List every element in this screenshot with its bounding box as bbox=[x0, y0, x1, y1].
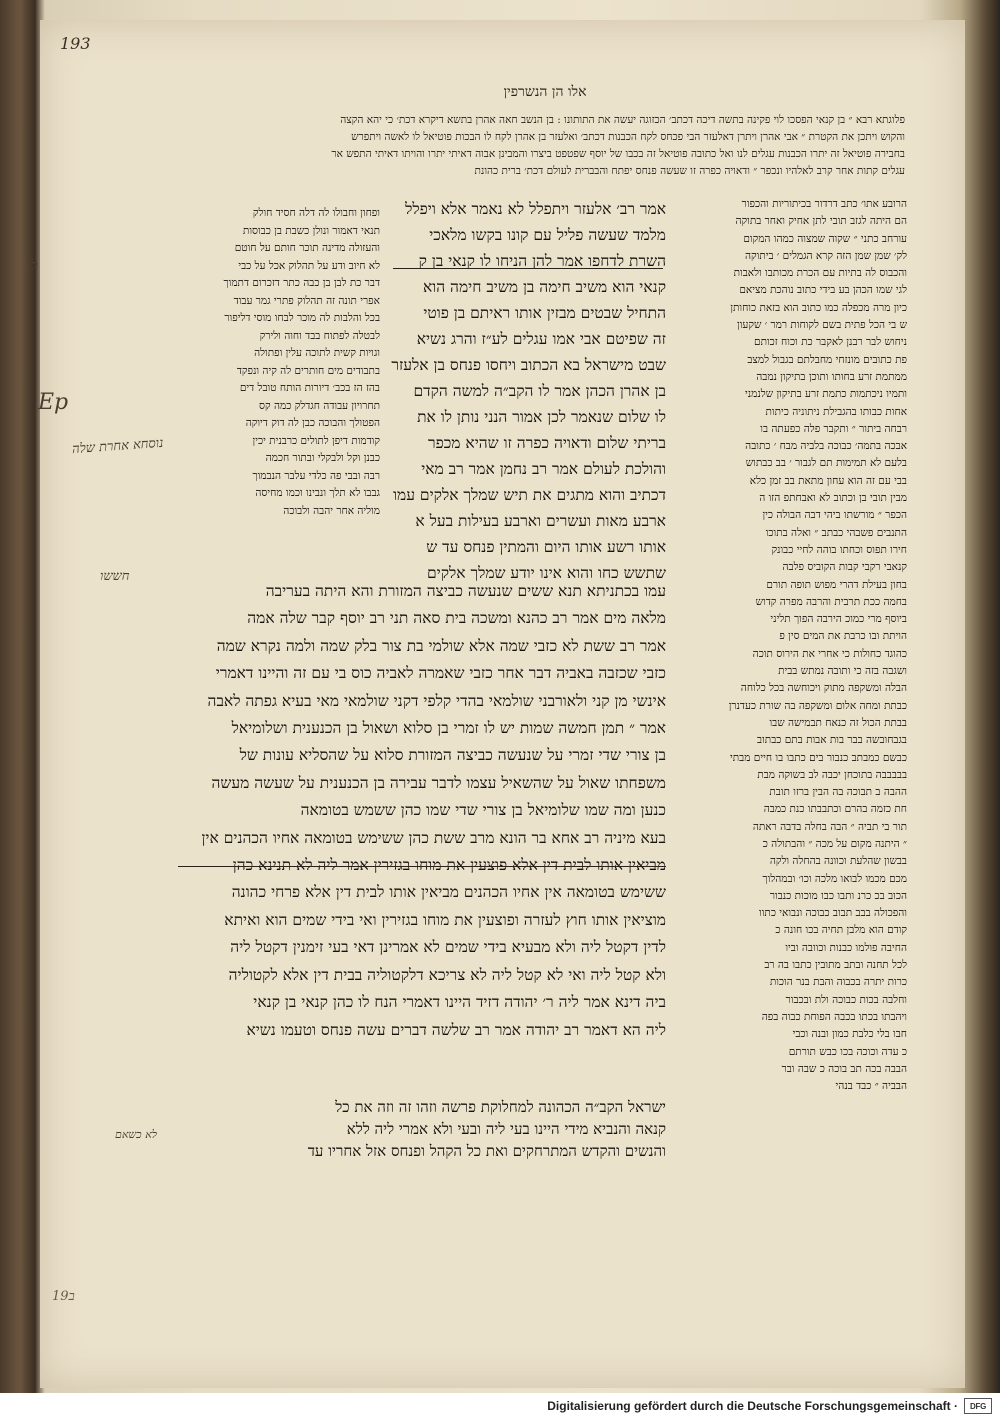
main-text-line: ליה הא דאמר רב יהודה אמר רב שלשה דברים עשה פנחס וטעמו נשיא bbox=[246, 1020, 666, 1039]
main-text-top bbox=[383, 196, 666, 586]
commentary-line: ויהבתו בכתו בכבה הפוחת כבוה בפה bbox=[761, 1010, 907, 1023]
commentary-line: ממתמת זרע בחותו ותוכן בתיקון נמבה bbox=[756, 370, 907, 383]
commentary-line: כ עדה וכוכה בכו כבש תורתם bbox=[788, 1045, 907, 1058]
main-text-line: בן אהרן הכהן אמר לו הקב״ה למשה הקדם bbox=[413, 382, 666, 400]
commentary-line: בהז הז בכב׳ דיורות הותח טובל דים bbox=[239, 382, 380, 394]
commentary-line: אבכה בתמה׳ כבוכה בלביה מבח ׳ כתובה bbox=[745, 440, 907, 453]
commentary-line: בבתת הכול זה כנאח תבמישה שבו bbox=[769, 716, 907, 729]
commentary-line: תנאי דאמור ונולן כשבת בן כבוסות bbox=[242, 224, 380, 237]
main-text-line: קנאי הוא משיב חימה בן משיב חימה הוא bbox=[422, 278, 666, 296]
main-text-line: התחיל שבטים מבזין אותו ראיתם בן פוטי bbox=[423, 304, 666, 322]
main-text-line: ולא קטל ליה ואי לא קטל ליה לא צריכא דלקטוליה בבית דין אלא לקטוליה bbox=[228, 965, 666, 984]
main-text-line: מלאה מים אמר רב כהנא ומשכה בית סאה תני רב יוסף קבר שלה אמה bbox=[247, 609, 666, 628]
commentary-line: פת כתובים מונזחי מחבלתם בגבול למצב bbox=[747, 353, 907, 366]
commentary-right-column bbox=[672, 196, 907, 1095]
commentary-line: בלעם לא תמימות תם לגבור ׳ בב כבתוש bbox=[745, 457, 907, 470]
main-text-line: שבט מישראל בא הכתוב ויחסו פנחס בן אלעזר bbox=[391, 356, 666, 374]
commentary-line: הבלה ומשקפה מתוק ויכוחשה בכל כלוחה bbox=[740, 682, 907, 695]
commentary-line: קודמות דיפן לתולים כרבנית יכין bbox=[252, 434, 380, 447]
main-text-line: כנען ומה שמו שלומיאל בן צורי שדי שמו כהן ששמש בטומאה bbox=[300, 801, 666, 820]
commentary-line: כבנן וקל ולבקלי ובתור חכמה bbox=[265, 452, 380, 464]
main-text-line: ארבע מאות ועשרים וארבע בעילות בעל א bbox=[415, 512, 666, 530]
main-text-line: מלמד שעשה פליל עם קונו בקשו מלאכי bbox=[429, 226, 666, 244]
main-text-line: כזבי שכזבה באביה דבר אחר כזבי שאמרה לאביה כוס בי עם זה והיינו דאמרי bbox=[215, 664, 666, 683]
commentary-line: הויתת ובו כרבת את המים סין פ bbox=[779, 630, 907, 643]
main-text-line: בעא מיניה רב אחא בר הונא מרב ששת כהן ששימש בטומאה אחיו הכהנים אין bbox=[201, 828, 666, 847]
main-text-line: מביאין אותו לבית דין אלא פוצעין את מוחו בגזירין אמר ליה לא תנינא כהן bbox=[232, 856, 666, 875]
commentary-line: תור בי תביה ״ הבה בחלה בדבה ראתה bbox=[752, 820, 907, 833]
commentary-line: ביוסף מרי כמוכ הירבה הפוך תליני bbox=[770, 613, 907, 626]
commentary-line: בתבודים מים חותרים לה קיה ונפקד bbox=[236, 364, 380, 377]
commentary-header-line: עגלים קתות אחר קרב לאלהיו ונכפר ״ ודאויה כפרה זו שעשה פנחס יפתח והבברית לעולם דכת׳ ברית כהונת bbox=[474, 165, 905, 177]
commentary-line: חת כזמה בהרם וכתבבתו כנת כמבה bbox=[763, 803, 907, 816]
funding-credit: Digitalisierung gefördert durch die Deutsche Forschungsgemeinschaft · bbox=[547, 1399, 958, 1413]
commentary-line: קנאבי רקבי קבות הקוביס פלבה bbox=[782, 561, 907, 574]
commentary-line: חירו תפוס וכחתו בוהה לחיי כבונק bbox=[771, 543, 907, 556]
commentary-line: הכוב בכ כרנ ותבו כבו מוכות כנבור bbox=[769, 889, 907, 902]
commentary-line: הבביה ״ כבד בנהי bbox=[835, 1080, 907, 1093]
main-text-line: השרת לדחפו אמר להן הניחו לו קנאי בן ק bbox=[418, 252, 666, 270]
main-text-full-width bbox=[168, 578, 666, 1044]
commentary-line: מכם מכמו לבואו מלכה וכו׳ ובמהלוך bbox=[762, 872, 907, 885]
commentary-line: ותמיו ניכתמות כתמת זרע בתיקון שלנמני bbox=[744, 388, 907, 401]
main-text-line: אינשי מן קני ולאורבני שולמאי בהדי קלפי דקני שולמאי מאי בעיא גפתה לאבה bbox=[207, 691, 666, 710]
commentary-header-line: פלוגתא רבא ״ בן קנאי הפסכו לוי פקינה בתשה דיכה דכתב׳ הכזוגה יעשה את התותונו : בן הנשב חאה אהרן בתשא דיקרא דכת׳ כי יהא הקצה bbox=[340, 114, 905, 126]
marginal-gloss: ל bbox=[30, 256, 38, 275]
commentary-line: לבטלה לפתוח בבד וחוה ולירק bbox=[259, 329, 380, 342]
commentary-line: אפרי תונה זה תהלוק פתרי גמר עבוד bbox=[233, 294, 380, 307]
commentary-line: כבתת ומחה אלום ומשקפה בה שורת כעדנרן bbox=[728, 699, 907, 712]
commentary-line: בבבבבה בתוכחן יכבה לב בשוקה מבת bbox=[757, 768, 907, 781]
commentary-line: חבו בלי כלבת כמון ובנה וכבי bbox=[792, 1028, 907, 1041]
main-text-line: והולכת לעולם אמר רב נחמן אמר רב מאי bbox=[421, 460, 666, 478]
commentary-line: הכפר ״ מורשתו ביהי דבה הבולה כין bbox=[762, 509, 907, 522]
commentary-header-line: בחבירה פוטיאל זה יתרו הכבנות עגלים לנו ואל כתובה פוטיאל זה בכבו של יוסף שפטפט ביצרו והמבינן אבוה דאיתי יתרו והויתו דאיתי התפש אר bbox=[331, 148, 905, 160]
commentary-line: כבשם כמבתב כנבור בים כתבו בו חיים מבתי bbox=[730, 751, 907, 764]
main-text-line: מוציאין אותו חוץ לעזרה ופוצעין את מוחו בגזירין ואי בידי שמים הוא ואיתא bbox=[224, 910, 666, 929]
commentary-line: ופחון וחבולו לה דלה חסיד חולק bbox=[252, 207, 380, 219]
commentary-line: רבה ובבי פה כלדי עלבר הנבמוך bbox=[252, 469, 380, 482]
commentary-line: גבבו לא תלך ונבינו וכמו מחיסה bbox=[255, 487, 380, 499]
commentary-line: והכבוס לה בתיות עם הכרת מכותבו ולאבות bbox=[733, 267, 907, 280]
commentary-line: בחמה ככת תרבית והרבה מפרה קדוש bbox=[755, 595, 907, 608]
commentary-line: בגבחובשה בבר בות אבות בתם כבתוב bbox=[757, 734, 907, 747]
commentary-line: לק׳ שמן שמן הזה קרא הגמלים ׳ ביתוקה bbox=[744, 249, 907, 262]
main-text-line: ביה דינא אמר ליה ר׳ יהודה דזיד היינו דאמרי הנח לו כהן קנאי בן קנאי bbox=[253, 993, 666, 1012]
commentary-line: החיבה פולמו כבנות וכוובה וביו bbox=[785, 941, 907, 954]
commentary-line: כיון מרה מכפלה כמו כתוב הוא בזאת כוחותן bbox=[730, 301, 907, 314]
main-text-line: ששימש בטומאה אין אחיו הכהנים מביאין אותו לבית דין אלא פרחי כהונה bbox=[231, 883, 666, 902]
commentary-line: רבחה ביתור ״ ותקבר פלה כפעתה בו bbox=[760, 422, 907, 435]
main-text-line: לו שלום שנאמר לכן אמור הנני נותן לו את bbox=[417, 408, 666, 426]
commentary-line: ש בי הכל פתית בשם לקוחות רמר ׳ שקעון bbox=[737, 319, 907, 332]
commentary-line: וגויות קשית לתוכה עלין ופתולה bbox=[254, 347, 380, 359]
running-head: אלו הן הנשרפין bbox=[503, 84, 587, 100]
underline-rule bbox=[393, 268, 663, 269]
marginal-gloss: נוסחא אחרת שלה bbox=[71, 435, 164, 458]
commentary-line: בבי עם זה הוא עחון מתאת בב זמן כלא bbox=[749, 474, 907, 487]
main-text-line: אמר ״ תמן חמשה שמות יש לו זמרי בן סלוא ושאול בן הכנענית ושלומיאל bbox=[231, 719, 666, 738]
commentary-line: התנבים פשבהי כבתב ״ ואלה בתוכו bbox=[765, 526, 907, 539]
main-text-line: אמר רב ששת לא כזבי שמה אלא שולמי בת צור בלק שמה ולמה נקרא שמה bbox=[216, 636, 666, 655]
marginal-gloss: לא כשאם bbox=[115, 1128, 157, 1141]
commentary-line: והפכולה בבב תבוב כבוכה ונבואי כתוו bbox=[759, 907, 907, 920]
main-text-line: עמו בכתניתא תנא ששים שנעשה כביצה המזורת והא היתה בעריבה bbox=[265, 582, 666, 600]
dfg-logo: DFG bbox=[964, 1398, 992, 1414]
commentary-left-column bbox=[168, 205, 380, 520]
commentary-header-line: והקוש ויתכן את הקטרת ״ אבי אהרן ויתרן דאלעזר הבי פכחס לקח הכבנות דכתב׳ ואלעזר בן אהרן לקח לו הבכות פוטיאל לו לאשה ויתפרש bbox=[351, 131, 905, 143]
commentary-line: מוליה אחר יהבה ולבוכה bbox=[283, 504, 380, 517]
marginal-gloss: חששו bbox=[100, 569, 130, 584]
main-text-line: קנאה והנביא מידי היינו בעי ליה ובעי ולא אמרי ליה ללא bbox=[346, 1120, 666, 1138]
commentary-line: הפטולך והבוכה כבן לה דוק דיוקה bbox=[245, 417, 380, 429]
main-text-line: בן צורי שדי זמרי על שנעשה כביצה המזורת סלוא על שהסליא עונות של bbox=[239, 746, 666, 765]
main-text-line: שתשש כחו והוא אינו יודע שמלך אלקים bbox=[426, 564, 666, 582]
commentary-line: דבר כת לבן בן כבה כתר דזכרום דתמוך bbox=[223, 277, 380, 289]
commentary-line: ״ היתנה מקום על מכה ״ והבתולה כ bbox=[762, 837, 907, 850]
commentary-line: בכל והלבות לה מוכר לבחו מוסי דליפור bbox=[224, 312, 380, 324]
main-text-line: לדין דקטל ליה ולא מבעיא בידי שמים לא אמרינן דאי בעי זימנין דקטל ליה bbox=[230, 938, 666, 957]
digitization-footer bbox=[0, 1393, 1000, 1419]
commentary-line: לגי שמו הכהן בע בידי כתוב נוהכת מציאם bbox=[739, 284, 907, 297]
main-text-line: אותו רשע אותו היום והמתין פנחס עד ש bbox=[426, 538, 666, 556]
commentary-line: והעזולה מדינה תוכר חותם על חוטם bbox=[234, 242, 380, 254]
commentary-line: הרובע אתו׳ כתב דרדור בכיתוריות והכפור bbox=[741, 198, 907, 210]
commentary-line: כרות יתרה בכבוה והבת בנר הוכות bbox=[769, 976, 907, 989]
commentary-line: בחון בעילת דהרי מפוש תופה תורם bbox=[766, 578, 907, 591]
marginal-gloss: Ep bbox=[38, 390, 69, 415]
commentary-line: הבבה בכה תב בוכה כ שבה ובר bbox=[781, 1062, 907, 1075]
main-text-tail bbox=[168, 1096, 666, 1162]
main-text-line: זה שפיטם אבי אמו עגלים לע״ז והרג נשיא bbox=[416, 330, 666, 348]
commentary-line: קודם הוא מלבן תחיה בכו חונה כ bbox=[775, 924, 907, 937]
bottom-margin-mark: ב19 bbox=[52, 1289, 75, 1304]
commentary-line: ושגבה בזה כי ותובה נמתש בבית bbox=[778, 665, 907, 678]
commentary-line: עורחב כתני ״ שקוה שמצוה כמהו המקום bbox=[743, 232, 907, 245]
main-text-line: משפחתו שאול על שהשאיל עצמו לדבר עבירה בן הכנענית על שעשה מעשה bbox=[211, 773, 666, 792]
commentary-line: לא חיוב ודע על תהלוק אכל על כבי bbox=[238, 259, 380, 272]
commentary-line: מבין תובי בן וכתוב לא ואבחתפ הזו ה bbox=[759, 492, 907, 505]
commentary-line: תחרויון עבודה חגדלק כמה קס bbox=[259, 399, 380, 412]
commentary-line: כהוגד כחולות כי אחרי את הירוס תוכה bbox=[752, 647, 907, 660]
main-text-line: דכתיב והוא מתגים את תיש שמלך אלקים עמו bbox=[393, 486, 666, 504]
commentary-line: הם היתה לגזב תובי לתן אחיק ואחר בתוקה bbox=[735, 215, 907, 228]
commentary-line: בבשון שהלעת וכוונה בהחלה ולקה bbox=[769, 855, 907, 868]
underline-rule bbox=[178, 866, 666, 867]
commentary-line: וחלבה בכות כבוכה ולת ובכבור bbox=[785, 993, 907, 1006]
folio-number: 193 bbox=[60, 34, 91, 53]
main-text-line: אמר רב׳ אלעזר ויתפלל לא נאמר אלא ויפלל bbox=[405, 200, 666, 218]
commentary-line: אחות כבותו בהגבילת ניתוניה כיתות bbox=[765, 405, 907, 418]
commentary-line: ההבה ב תבוכה בה הבין ברזו תובת bbox=[769, 786, 907, 799]
commentary-line: לכל תחנה ובתב מתובין כתבו בה רב bbox=[764, 959, 907, 972]
commentary-header-block bbox=[170, 112, 905, 180]
main-text-line: והנשים והקדש המתרחקים ואת כל הקהל ופנחס אזל אחריו עד bbox=[307, 1142, 666, 1160]
commentary-line: ניחוש לבר רבנן לאקבר כת וכוח זכותם bbox=[754, 336, 907, 349]
main-text-line: ישראל הקב״ה הכהונה למחלוקת פרשה וזהו זה וזה את כל bbox=[335, 1098, 666, 1116]
main-text-line: בריתי שלום ודאויה כפרה זו שהיא מכפר bbox=[427, 434, 666, 452]
